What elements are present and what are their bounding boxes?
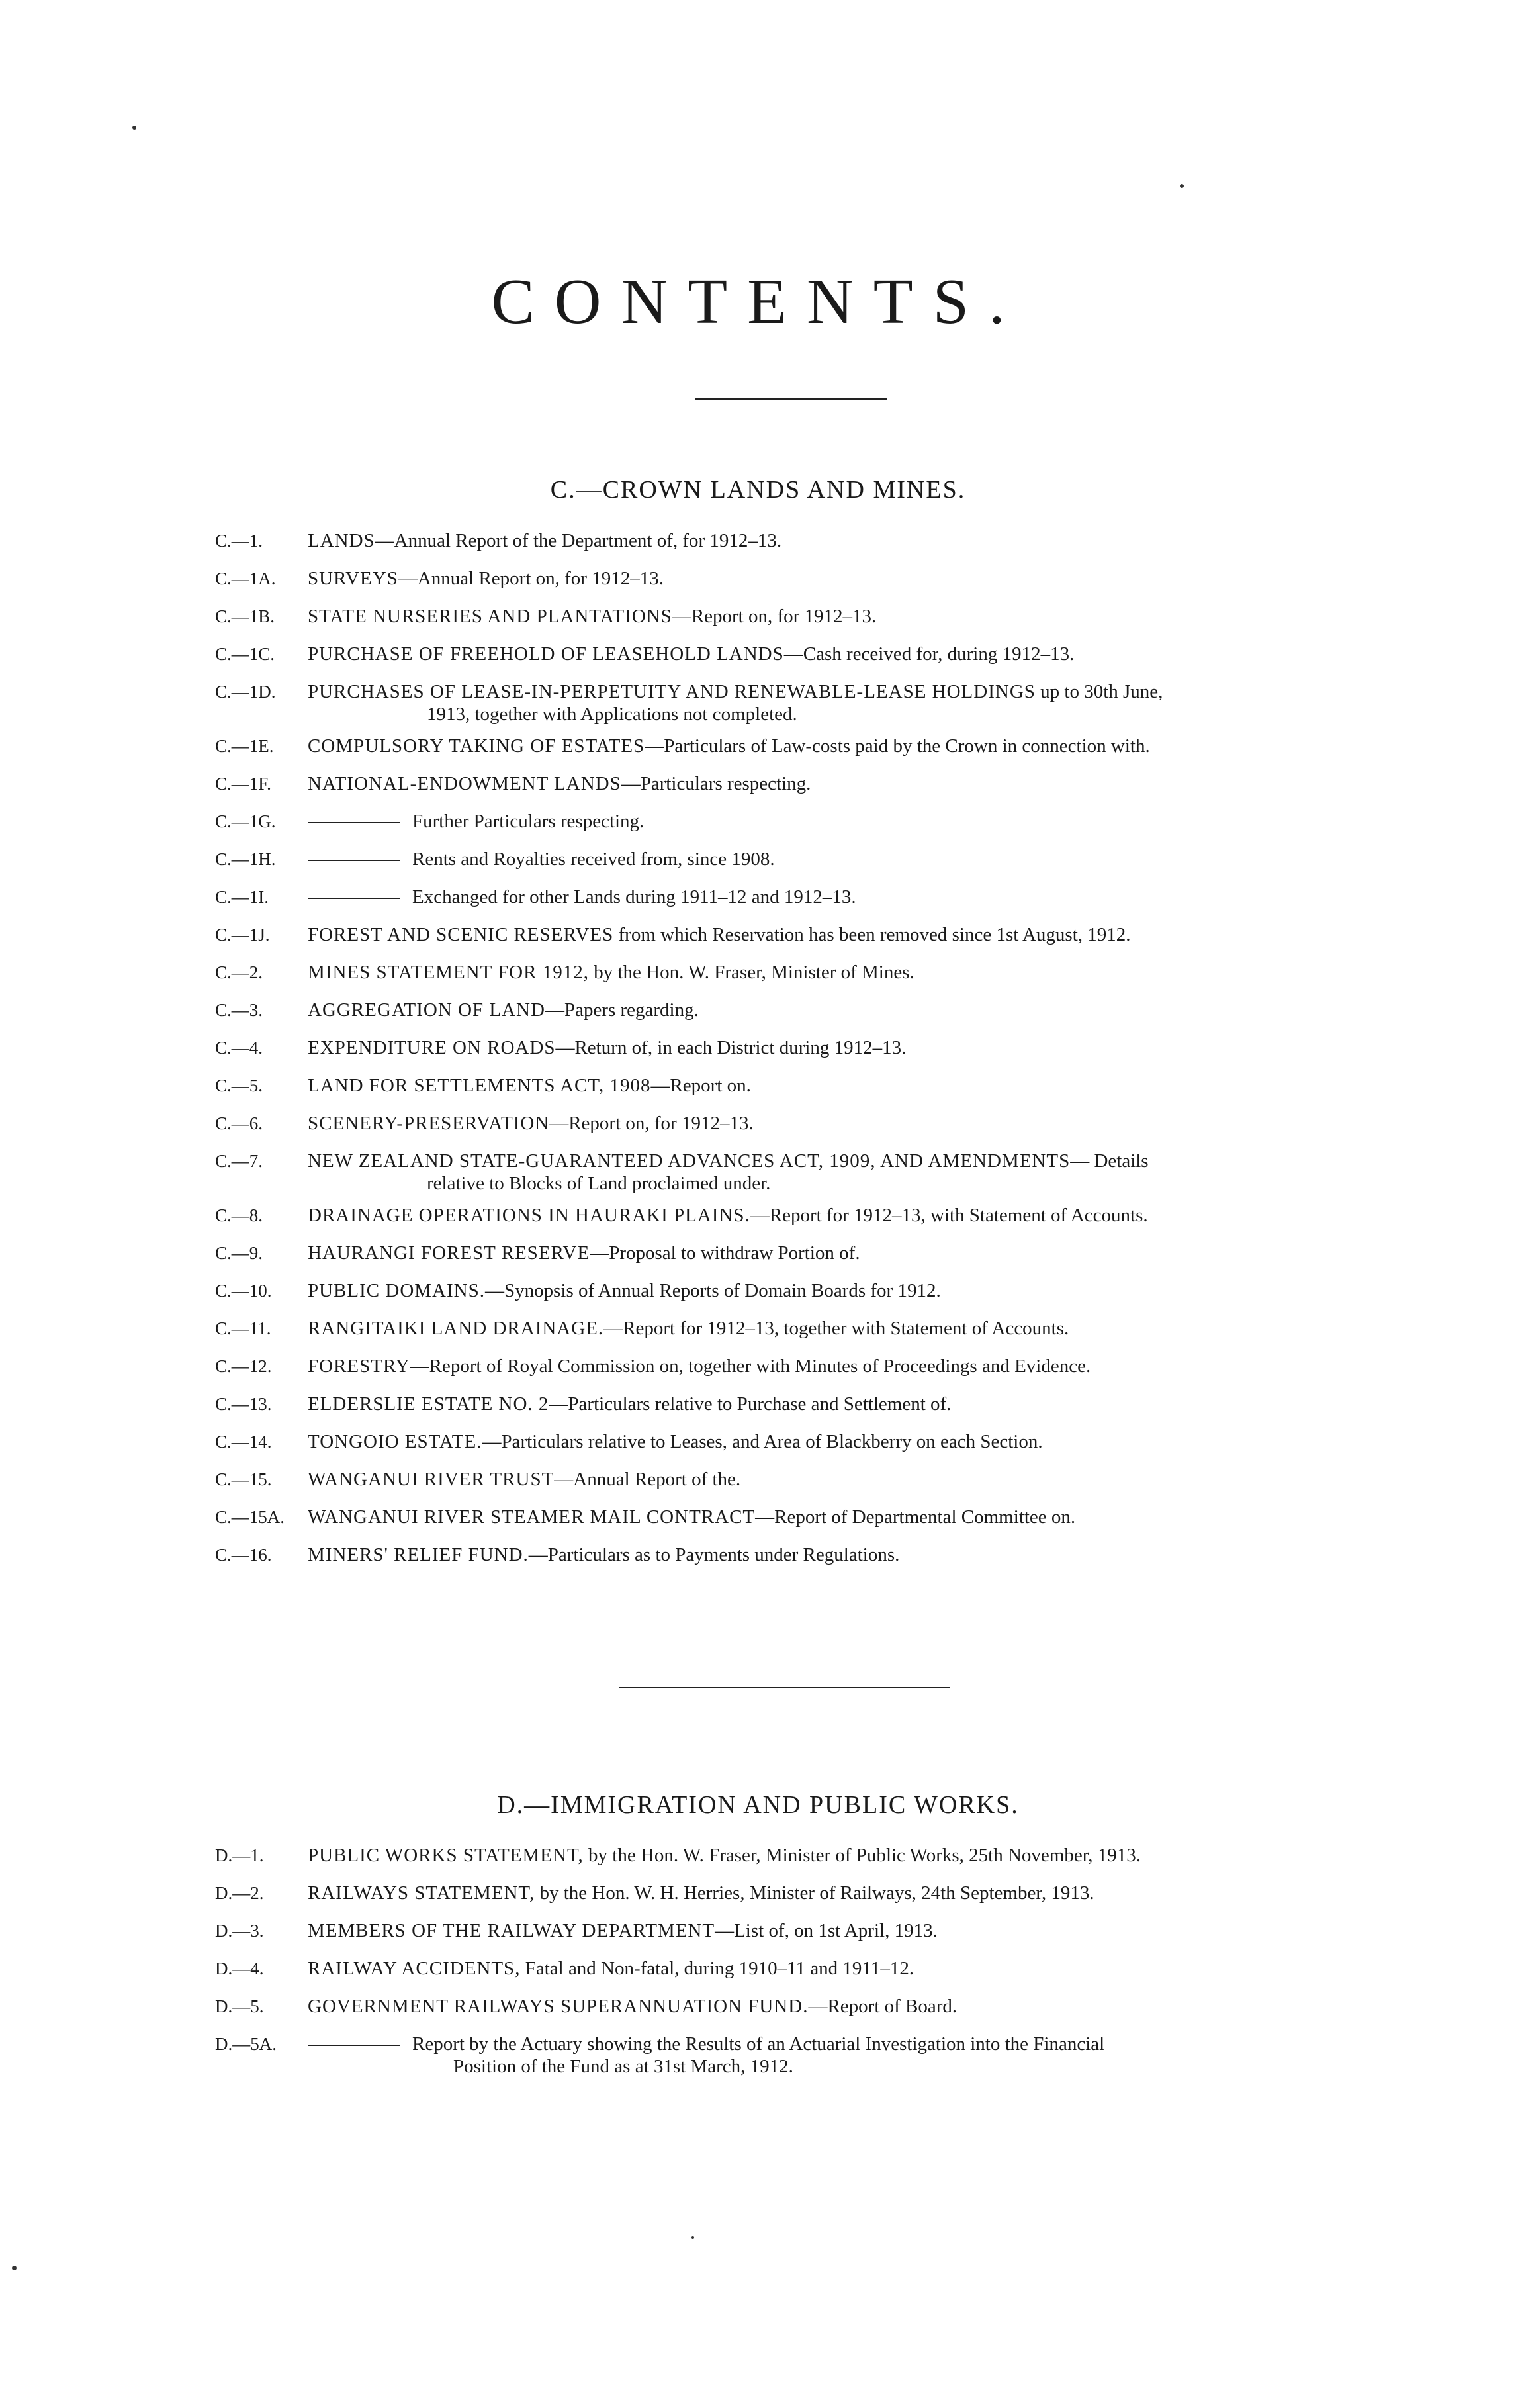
entry-code: D.—5A. — [215, 2034, 277, 2054]
entry-description: —Report for 1912–13, with Statement of Accounts. — [750, 1205, 1148, 1226]
entry-description: by the Hon. W. Fraser, Minister of Mines. — [588, 962, 914, 983]
entry-code: C.—7. — [215, 1151, 263, 1171]
entry-code: C.—15A. — [215, 1507, 285, 1527]
entry-code: C.—1F. — [215, 774, 271, 794]
entry-code: C.—16. — [215, 1545, 272, 1565]
entry-description: —Report of Board. — [808, 1996, 958, 2017]
entry-text — [308, 961, 1366, 984]
contents-entry — [215, 567, 1366, 605]
entry-subject: PUBLIC WORKS STATEMENT, — [308, 1845, 584, 1866]
entry-description: —Annual Report of the Department of, for 1912–13. — [375, 530, 782, 551]
entry-text — [308, 605, 1366, 627]
contents-entry — [215, 643, 1366, 680]
entry-text — [308, 1882, 1366, 1904]
entry-code: C.—10. — [215, 1281, 272, 1301]
entry-text — [308, 643, 1366, 665]
entry-text — [308, 530, 1366, 552]
entry-text — [308, 1920, 1366, 1942]
contents-entry — [215, 1074, 1366, 1112]
entry-text — [308, 772, 1366, 795]
contents-entry — [215, 1544, 1366, 1581]
entry-subject: AGGREGATION OF LAND — [308, 999, 545, 1021]
entry-description: Report by the Actuary showing the Results of an Actuarial Investigation into the Financial — [412, 2033, 1105, 2055]
entry-text — [308, 1430, 1366, 1453]
section-c-heading: C.—CROWN LANDS AND MINES. — [550, 476, 966, 504]
entry-code: D.—4. — [215, 1959, 264, 1978]
entry-text — [308, 2033, 1366, 2078]
ditto-dash — [308, 860, 400, 861]
contents-entry — [215, 999, 1366, 1037]
entry-description: —Annual Report of the. — [554, 1469, 741, 1490]
entry-text — [308, 1544, 1366, 1566]
entry-text — [308, 923, 1366, 946]
entry-subject: FORESTRY — [308, 1356, 410, 1377]
entry-text — [308, 1242, 1366, 1264]
entry-code: D.—1. — [215, 1845, 264, 1865]
entry-subject: GOVERNMENT RAILWAYS SUPERANNUATION FUND. — [308, 1996, 809, 2017]
entry-code: C.—1E. — [215, 736, 274, 756]
entry-description: Fatal and Non-fatal, during 1910–11 and 1911–12. — [520, 1958, 914, 1979]
entry-subject: MEMBERS OF THE RAILWAY DEPARTMENT — [308, 1920, 715, 1941]
entry-subject: SCENERY-PRESERVATION — [308, 1113, 550, 1134]
entry-text — [308, 1317, 1366, 1340]
entry-text — [308, 1506, 1366, 1528]
entry-text — [308, 1957, 1366, 1980]
contents-entry — [215, 735, 1366, 772]
contents-entry — [215, 1995, 1366, 2033]
entry-subject: RANGITAIKI LAND DRAINAGE. — [308, 1318, 604, 1339]
entry-subject: ELDERSLIE ESTATE NO. 2 — [308, 1393, 549, 1414]
section-d-entries — [215, 1844, 1366, 2087]
entry-description: —Cash received for, during 1912–13. — [783, 643, 1075, 665]
contents-entry — [215, 1393, 1366, 1430]
entry-continuation: 1913, together with Applications not completed. — [427, 704, 797, 725]
entry-description: Rents and Royalties received from, since 1908. — [412, 849, 775, 870]
entry-continuation: relative to Blocks of Land proclaimed under. — [427, 1173, 771, 1194]
entry-subject: DRAINAGE OPERATIONS IN HAURAKI PLAINS. — [308, 1205, 750, 1226]
entry-description: —Particulars of Law-costs paid by the Crown in connection with. — [645, 735, 1150, 757]
contents-entry — [215, 1317, 1366, 1355]
section-c-entries — [215, 530, 1366, 1581]
entry-description: —Papers regarding. — [545, 999, 699, 1021]
contents-entry — [215, 605, 1366, 643]
entry-code: C.—6. — [215, 1113, 263, 1133]
entry-code: D.—3. — [215, 1921, 264, 1941]
entry-text — [308, 1074, 1366, 1097]
entry-code: C.—2. — [215, 962, 263, 982]
entry-subject: PURCHASE OF FREEHOLD OF LEASEHOLD LANDS — [308, 643, 784, 665]
contents-entry — [215, 1844, 1366, 1882]
contents-entry — [215, 810, 1366, 848]
entry-text — [308, 567, 1366, 590]
speck-mark — [691, 2236, 694, 2239]
entry-subject: SURVEYS — [308, 568, 398, 589]
contents-entry — [215, 1037, 1366, 1074]
entry-text — [308, 680, 1366, 725]
entry-code: C.—1D. — [215, 682, 276, 702]
entry-code: C.—1H. — [215, 849, 276, 869]
entry-text — [308, 999, 1366, 1021]
section-divider — [619, 1687, 950, 1688]
entry-subject: STATE NURSERIES AND PLANTATIONS — [308, 606, 672, 627]
entry-code: C.—12. — [215, 1356, 272, 1376]
section-d-heading: D.—IMMIGRATION AND PUBLIC WORKS. — [497, 1791, 1019, 1819]
contents-entry — [215, 1204, 1366, 1242]
ditto-dash — [308, 898, 400, 899]
contents-entry — [215, 886, 1366, 923]
entry-subject: MINES STATEMENT FOR 1912, — [308, 962, 589, 983]
contents-entry — [215, 1112, 1366, 1150]
speck-mark — [12, 2266, 17, 2270]
entry-subject: RAILWAYS STATEMENT, — [308, 1882, 535, 1904]
entry-description: up to 30th June, — [1035, 681, 1163, 702]
entry-code: C.—1I. — [215, 887, 269, 907]
entry-code: D.—5. — [215, 1996, 264, 2016]
entry-text — [308, 1995, 1366, 2017]
contents-entry — [215, 1242, 1366, 1279]
entry-text — [308, 735, 1366, 757]
entry-subject: NEW ZEALAND STATE-GUARANTEED ADVANCES ACT, 1909, AND AMENDMENTS — [308, 1150, 1071, 1172]
contents-entry — [215, 961, 1366, 999]
entry-description: —Proposal to withdraw Portion of. — [590, 1242, 860, 1264]
entry-code: C.—9. — [215, 1243, 263, 1263]
entry-code: C.—3. — [215, 1000, 263, 1020]
entry-description: —Particulars respecting. — [621, 773, 811, 794]
entry-subject: LANDS — [308, 530, 375, 551]
entry-subject: EXPENDITURE ON ROADS — [308, 1037, 556, 1058]
entry-text — [308, 810, 1366, 833]
entry-text — [308, 1150, 1366, 1195]
entry-text — [308, 1393, 1366, 1415]
entry-text — [308, 1112, 1366, 1135]
entry-description: by the Hon. W. Fraser, Minister of Public Works, 25th November, 1913. — [583, 1845, 1141, 1866]
contents-entry — [215, 848, 1366, 886]
ditto-dash — [308, 822, 400, 823]
entry-description: —Particulars relative to Leases, and Area of Blackberry on each Section. — [482, 1431, 1043, 1452]
entry-code: C.—1A. — [215, 569, 276, 588]
ditto-dash — [308, 2045, 400, 2046]
entry-subject: COMPULSORY TAKING OF ESTATES — [308, 735, 645, 757]
contents-entry — [215, 1468, 1366, 1506]
contents-entry — [215, 680, 1366, 735]
entry-subject: HAURANGI FOREST RESERVE — [308, 1242, 590, 1264]
speck-mark — [132, 126, 136, 130]
contents-entry — [215, 1355, 1366, 1393]
entry-subject: RAILWAY ACCIDENTS, — [308, 1958, 521, 1979]
contents-entry — [215, 1430, 1366, 1468]
page-title: CONTENTS. — [491, 266, 1025, 338]
entry-text — [308, 886, 1366, 908]
entry-description: —Particulars as to Payments under Regulations. — [528, 1544, 900, 1565]
title-rule — [695, 398, 887, 400]
entry-subject: PUBLIC DOMAINS. — [308, 1280, 485, 1301]
entry-description: —Synopsis of Annual Reports of Domain Boards for 1912. — [484, 1280, 941, 1301]
contents-entry — [215, 1279, 1366, 1317]
entry-subject: WANGANUI RIVER STEAMER MAIL CONTRACT — [308, 1506, 756, 1528]
entry-code: C.—1. — [215, 531, 263, 551]
entry-code: C.—14. — [215, 1432, 272, 1452]
entry-subject: LAND FOR SETTLEMENTS ACT, 1908 — [308, 1075, 651, 1096]
entry-description: —Report on, for 1912–13. — [672, 606, 877, 627]
entry-description: Exchanged for other Lands during 1911–12 and 1912–13. — [412, 886, 856, 907]
contents-entry — [215, 1920, 1366, 1957]
entry-code: C.—8. — [215, 1205, 263, 1225]
entry-code: C.—4. — [215, 1038, 263, 1058]
entry-text — [308, 1204, 1366, 1227]
entry-code: C.—1C. — [215, 644, 275, 664]
entry-text — [308, 1279, 1366, 1302]
speck-mark — [1180, 184, 1184, 188]
entry-description: —Report of Departmental Committee on. — [755, 1506, 1076, 1528]
entry-code: C.—1J. — [215, 925, 270, 945]
entry-subject: NATIONAL-ENDOWMENT LANDS — [308, 773, 621, 794]
entry-description: —List of, on 1st April, 1913. — [715, 1920, 938, 1941]
entry-description: —Report on, for 1912–13. — [549, 1113, 754, 1134]
entry-subject: WANGANUI RIVER TRUST — [308, 1469, 555, 1490]
entry-code: C.—13. — [215, 1394, 272, 1414]
entry-code: D.—2. — [215, 1883, 264, 1903]
entry-description: —Report for 1912–13, together with Statement of Accounts. — [603, 1318, 1069, 1339]
entry-description: —Report on. — [650, 1075, 751, 1096]
entry-text — [308, 848, 1366, 870]
entry-code: C.—15. — [215, 1469, 272, 1489]
entry-description: —Annual Report on, for 1912–13. — [398, 568, 664, 589]
contents-entry — [215, 1882, 1366, 1920]
entry-subject: MINERS' RELIEF FUND. — [308, 1544, 529, 1565]
entry-text — [308, 1844, 1366, 1867]
entry-description: —Report of Royal Commission on, together with Minutes of Proceedings and Evidence. — [410, 1356, 1091, 1377]
contents-entry — [215, 2033, 1366, 2087]
entry-description: — Details — [1070, 1150, 1149, 1172]
contents-entry — [215, 530, 1366, 567]
entry-code: C.—1G. — [215, 811, 276, 831]
contents-entry — [215, 1957, 1366, 1995]
contents-entry — [215, 772, 1366, 810]
contents-entry — [215, 923, 1366, 961]
entry-code: C.—11. — [215, 1319, 271, 1338]
entry-code: C.—5. — [215, 1076, 263, 1095]
entry-description: Further Particulars respecting. — [412, 811, 645, 832]
entry-text — [308, 1037, 1366, 1059]
entry-description: —Return of, in each District during 1912–13. — [555, 1037, 907, 1058]
entry-description: —Particulars relative to Purchase and Settlement of. — [549, 1393, 952, 1414]
entry-description: by the Hon. W. H. Herries, Minister of Railways, 24th September, 1913. — [535, 1882, 1094, 1904]
entry-subject: TONGOIO ESTATE. — [308, 1431, 482, 1452]
contents-entry — [215, 1150, 1366, 1204]
entry-code: C.—1B. — [215, 606, 275, 626]
entry-continuation: Position of the Fund as at 31st March, 1912. — [453, 2056, 793, 2077]
entry-text — [308, 1355, 1366, 1377]
entry-text — [308, 1468, 1366, 1491]
entry-subject: FOREST AND SCENIC RESERVES — [308, 924, 614, 945]
contents-entry — [215, 1506, 1366, 1544]
entry-subject: PURCHASES OF LEASE-IN-PERPETUITY AND RENEWABLE-LEASE HOLDINGS — [308, 681, 1036, 702]
entry-description: from which Reservation has been removed since 1st August, 1912. — [613, 924, 1131, 945]
